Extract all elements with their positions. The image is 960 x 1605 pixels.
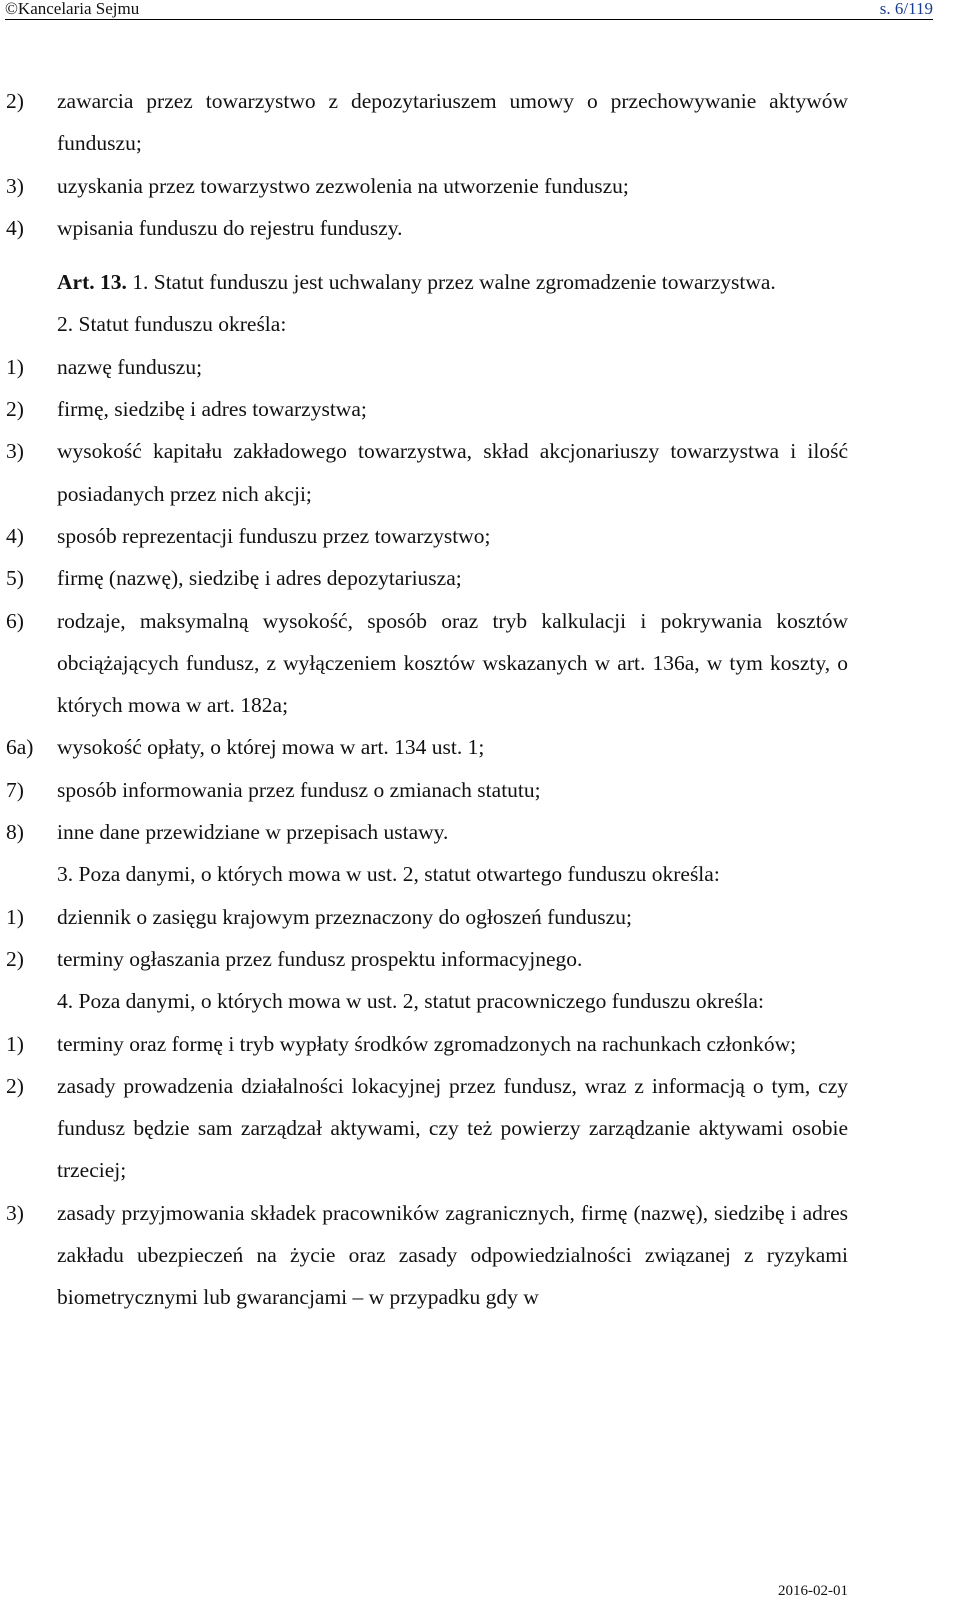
paragraph-4-list xyxy=(6,1023,848,1319)
item-text: zasady przyjmowania składek pracowników zagranicznych, firmę (nazwę), siedzibę i adres zakładu ubezpieczeń na życie oraz zasady odpowiedzialności związanej z ryzykami biometrycznymi lub gwarancjami – w przypadku gdy w xyxy=(57,1200,848,1310)
item-number: 6) xyxy=(6,608,24,633)
paragraph-2-intro: 2. Statut funduszu określa: xyxy=(57,312,287,337)
item-text: terminy ogłaszania przez fundusz prospektu informacyjnego. xyxy=(57,946,583,971)
item-number: 8) xyxy=(6,820,24,845)
document-date: 2016-02-01 xyxy=(778,1583,848,1599)
item-text: wpisania funduszu do rejestru funduszy. xyxy=(57,215,403,240)
item-text: dziennik o zasięgu krajowym przeznaczony do ogłoszeń funduszu; xyxy=(57,904,632,929)
item-number: 5) xyxy=(6,566,24,591)
list-item xyxy=(6,388,848,430)
top-list xyxy=(6,80,848,249)
item-text: nazwę funduszu; xyxy=(57,354,203,379)
item-number: 1) xyxy=(6,354,24,379)
article-13-paragraph-1 xyxy=(6,261,848,303)
item-number: 3) xyxy=(6,1200,24,1225)
list-item xyxy=(6,811,848,853)
list-item xyxy=(6,1065,848,1192)
item-text: sposób reprezentacji funduszu przez towarzystwo; xyxy=(57,523,491,548)
list-item xyxy=(6,769,848,811)
list-item xyxy=(6,346,848,388)
list-item xyxy=(6,1023,848,1065)
item-number: 4) xyxy=(6,215,24,240)
list-item xyxy=(6,726,848,768)
document-body xyxy=(6,80,848,1319)
item-number: 2) xyxy=(6,89,24,113)
item-text: sposób informowania przez fundusz o zmianach statutu; xyxy=(57,777,541,802)
item-text: wysokość kapitału zakładowego towarzystwa, skład akcjonariuszy towarzystwa i ilość posiadanych przez nich akcji; xyxy=(57,439,848,506)
item-text: firmę (nazwę), siedzibę i adres depozytariusza; xyxy=(57,566,462,591)
page-header xyxy=(5,0,933,20)
paragraph-2-list xyxy=(6,346,848,854)
article-label: Art. 13. xyxy=(57,270,127,295)
paragraph-3-intro: 3. Poza danymi, o których mowa w ust. 2, statut otwartego funduszu określa: xyxy=(57,862,720,887)
item-text: firmę, siedzibę i adres towarzystwa; xyxy=(57,397,367,422)
item-text: wysokość opłaty, o której mowa w art. 134 ust. 1; xyxy=(57,735,485,760)
item-text: inne dane przewidziane w przepisach ustawy. xyxy=(57,820,449,845)
list-item xyxy=(6,896,848,938)
item-number: 7) xyxy=(6,777,24,802)
list-item xyxy=(6,1192,848,1319)
list-item xyxy=(6,938,848,980)
page-number: s. 6/119 xyxy=(879,0,933,18)
item-number: 3) xyxy=(6,173,24,198)
item-number: 2) xyxy=(6,946,24,971)
item-number: 4) xyxy=(6,523,24,548)
item-number: 2) xyxy=(6,397,24,422)
item-text: rodzaje, maksymalną wysokość, sposób oraz tryb kalkulacji i pokrywania kosztów obciążających fundusz, z wyłączeniem kosztów wskazanych w art. 136a, w tym koszty, o których mowa w art. 182a; xyxy=(57,608,848,718)
paragraph-4-intro: 4. Poza danymi, o których mowa w ust. 2, statut pracowniczego funduszu określa: xyxy=(57,989,764,1014)
item-text: terminy oraz formę i tryb wypłaty środków zgromadzonych na rachunkach członków; xyxy=(57,1031,797,1056)
item-number: 6a) xyxy=(6,735,34,760)
list-item xyxy=(6,80,848,165)
list-item xyxy=(6,430,848,515)
item-number: 2) xyxy=(6,1073,24,1098)
list-item xyxy=(6,600,848,727)
list-item xyxy=(6,557,848,599)
list-item xyxy=(6,165,848,207)
list-item xyxy=(6,515,848,557)
publisher-label: ©Kancelaria Sejmu xyxy=(5,0,140,18)
item-number: 1) xyxy=(6,904,24,929)
item-text: zawarcia przez towarzystwo z depozytariuszem umowy o przechowywanie aktywów funduszu; xyxy=(57,89,848,156)
item-text: uzyskania przez towarzystwo zezwolenia na utworzenie funduszu; xyxy=(57,173,629,198)
article-text: 1. Statut funduszu jest uchwalany przez walne zgromadzenie towarzystwa. xyxy=(126,270,776,295)
item-number: 3) xyxy=(6,439,24,464)
list-item xyxy=(6,207,848,249)
paragraph-3-list xyxy=(6,896,848,981)
item-number: 1) xyxy=(6,1031,24,1056)
item-text: zasady prowadzenia działalności lokacyjnej przez fundusz, wraz z informacją o tym, czy fundusz będzie sam zarządzał aktywami, czy też powierzy zarządzanie aktywami osobie trzeciej; xyxy=(57,1073,848,1183)
